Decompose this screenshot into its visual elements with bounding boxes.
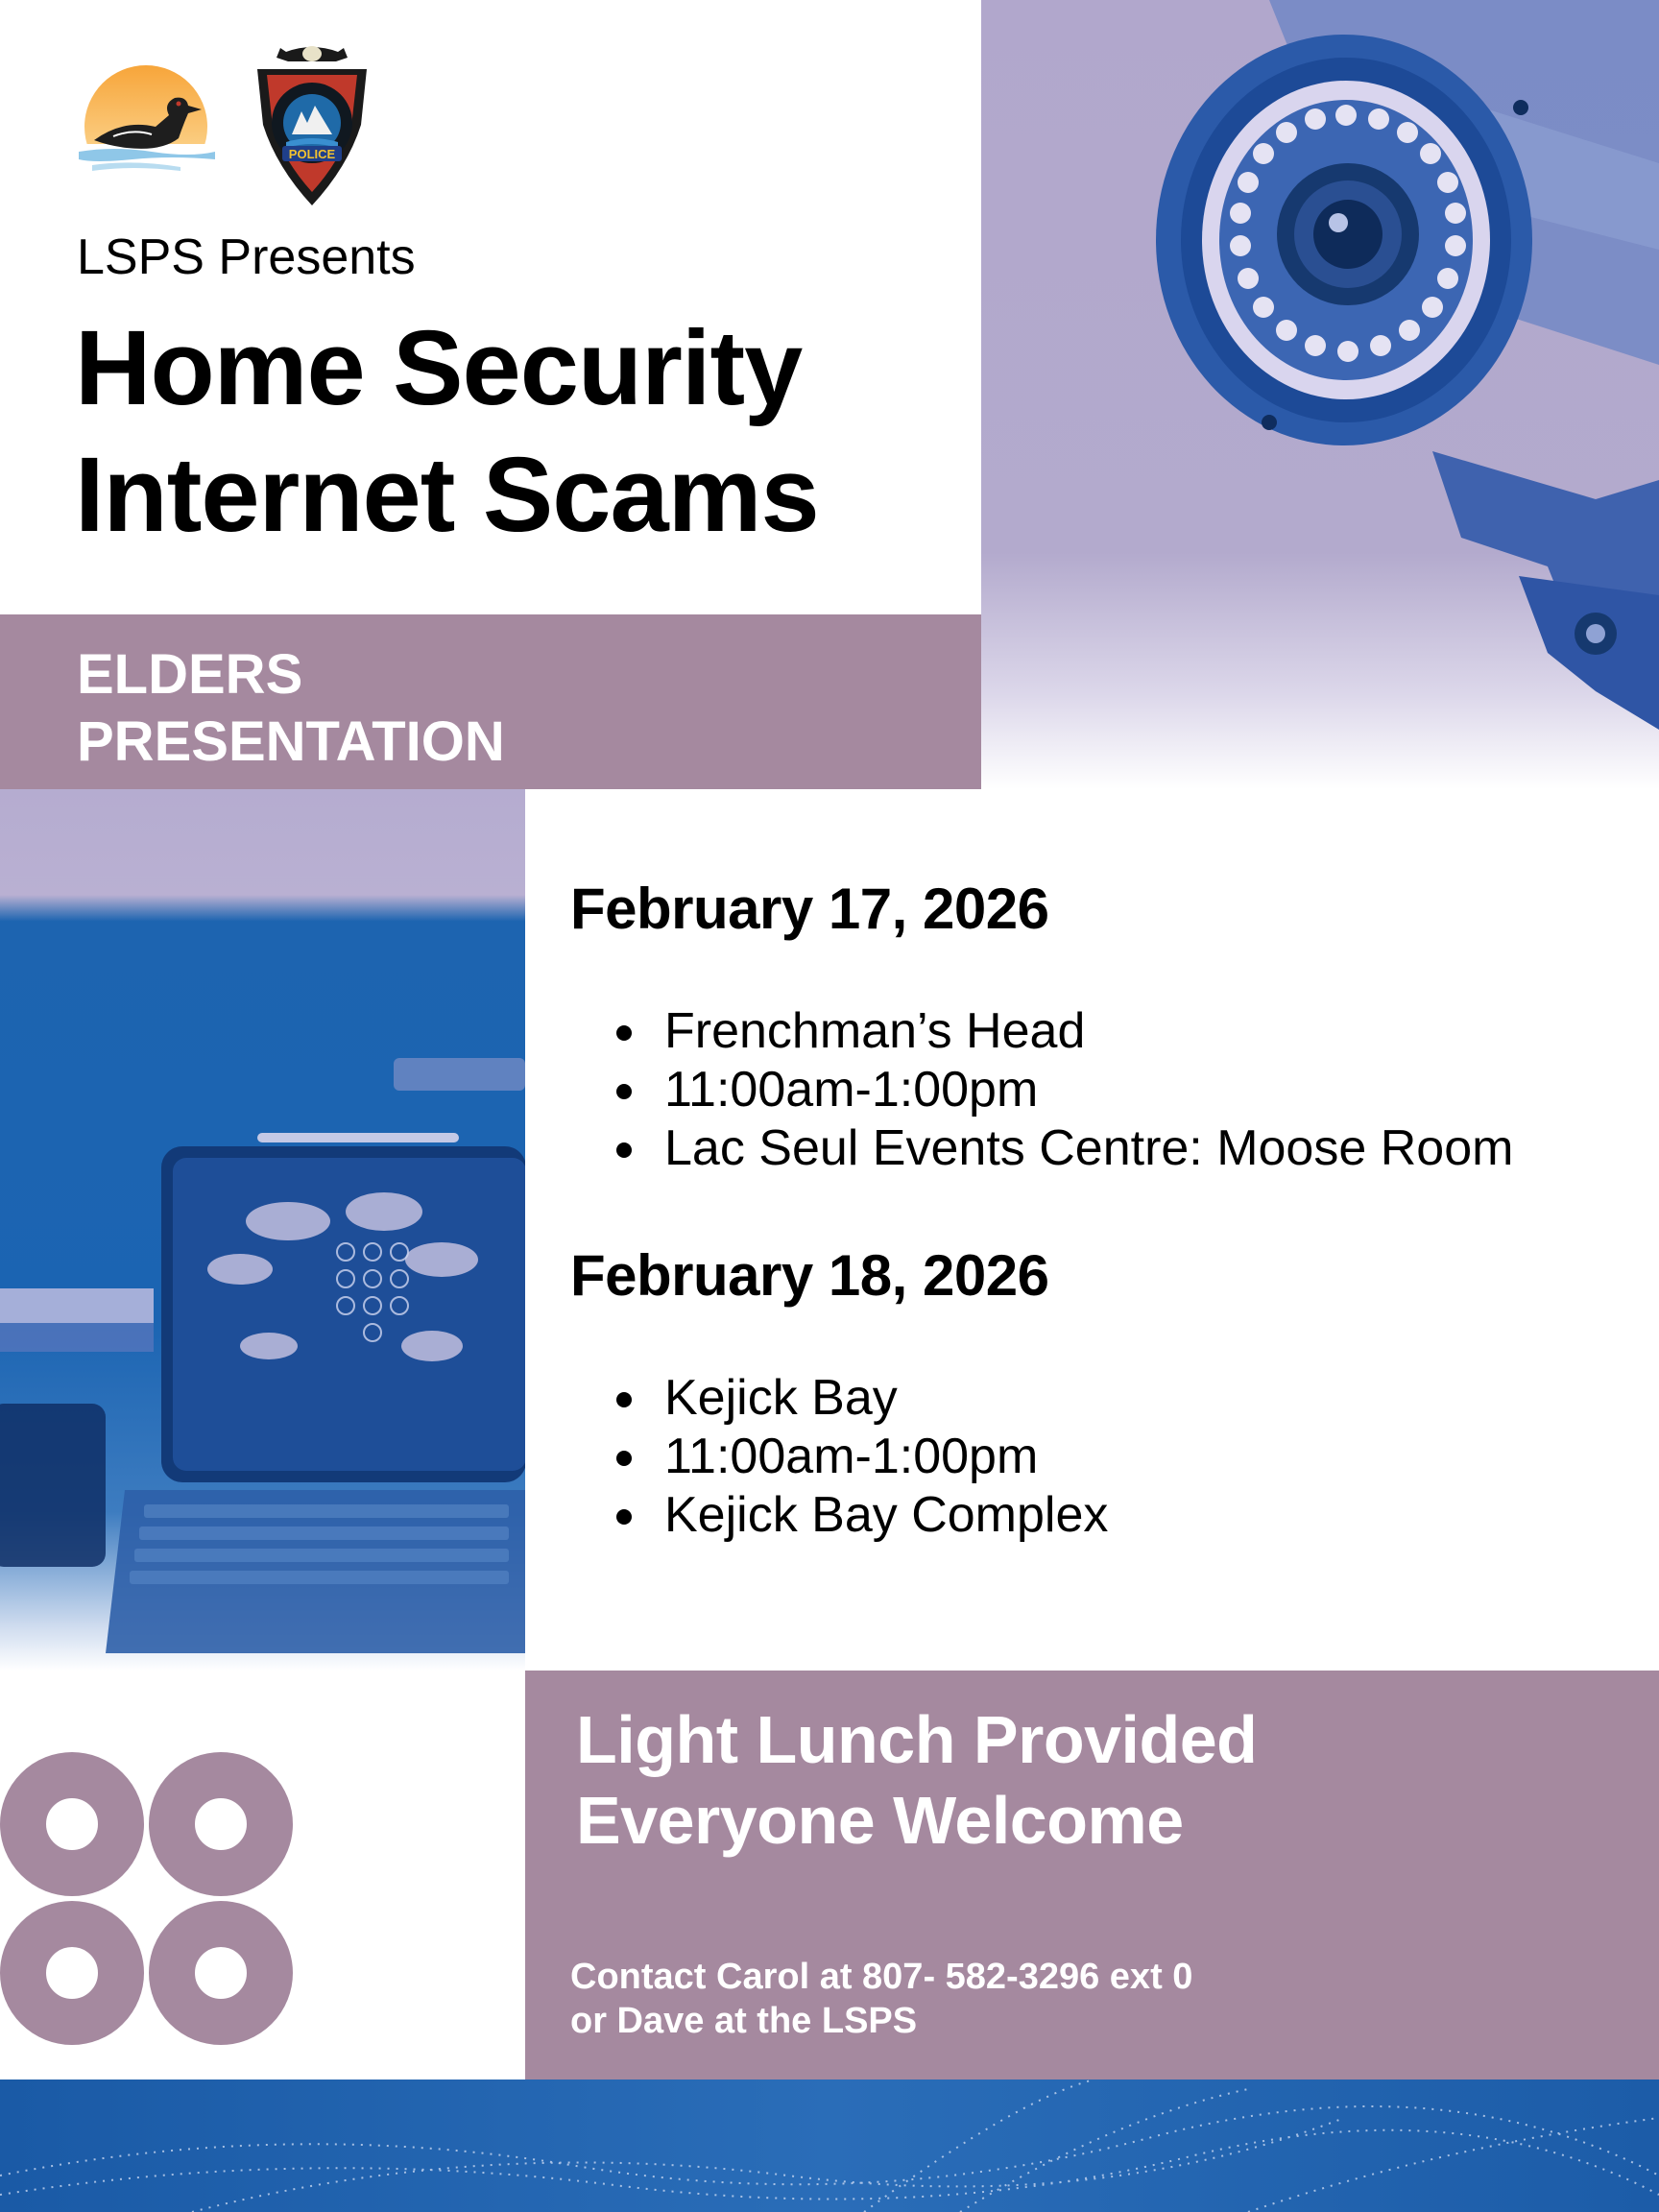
list-item-location: Kejick Bay	[570, 1369, 1108, 1428]
decorative-ring	[0, 1901, 144, 2045]
contact-line-2: or Dave at the LSPS	[570, 2001, 918, 2041]
police-badge	[252, 42, 373, 207]
list-item-location: Frenchman’s Head	[570, 1002, 1513, 1061]
loon-logo	[75, 60, 215, 180]
svg-text:POLICE: POLICE	[288, 147, 336, 161]
banner-line-1: ELDERS	[77, 643, 303, 706]
contact-info	[570, 1955, 1192, 2043]
list-item-venue: Kejick Bay Complex	[570, 1486, 1108, 1545]
tablet-image	[0, 789, 525, 1671]
event-date-2: February 18, 2026	[570, 1243, 1049, 1308]
list-item-time: 11:00am-1:00pm	[570, 1428, 1108, 1486]
decorative-ring	[149, 1901, 293, 2045]
security-camera-icon	[981, 0, 1659, 789]
loon-icon	[75, 60, 215, 180]
contact-line-1: Contact Carol at 807- 582-3296 ext 0	[570, 1957, 1193, 1997]
decorative-ring	[149, 1752, 293, 1896]
digital-wave-icon	[0, 2080, 1659, 2212]
list-item-time: 11:00am-1:00pm	[570, 1061, 1513, 1119]
presenter-label: LSPS Presents	[77, 229, 416, 285]
lunch-line: Light Lunch Provided	[576, 1702, 1258, 1777]
event-details-list-2	[570, 1369, 1108, 1545]
tablet-icon	[0, 789, 525, 1671]
welcome-line: Everyone Welcome	[576, 1783, 1184, 1858]
list-item-venue: Lac Seul Events Centre: Moose Room	[570, 1119, 1513, 1178]
footer-wave-image	[0, 2080, 1659, 2212]
banner-line-2: PRESENTATION	[77, 710, 505, 773]
title-line-2: Internet Scams	[75, 436, 819, 554]
title-line-1: Home Security	[75, 309, 803, 427]
security-camera-image	[981, 0, 1659, 789]
event-date-1: February 17, 2026	[570, 877, 1049, 941]
event-title	[75, 305, 819, 559]
event-details-list-1	[570, 1002, 1513, 1178]
decorative-ring	[0, 1752, 144, 1896]
info-headline	[576, 1699, 1257, 1861]
police-badge-icon	[252, 42, 373, 207]
elders-banner-text	[77, 641, 505, 776]
